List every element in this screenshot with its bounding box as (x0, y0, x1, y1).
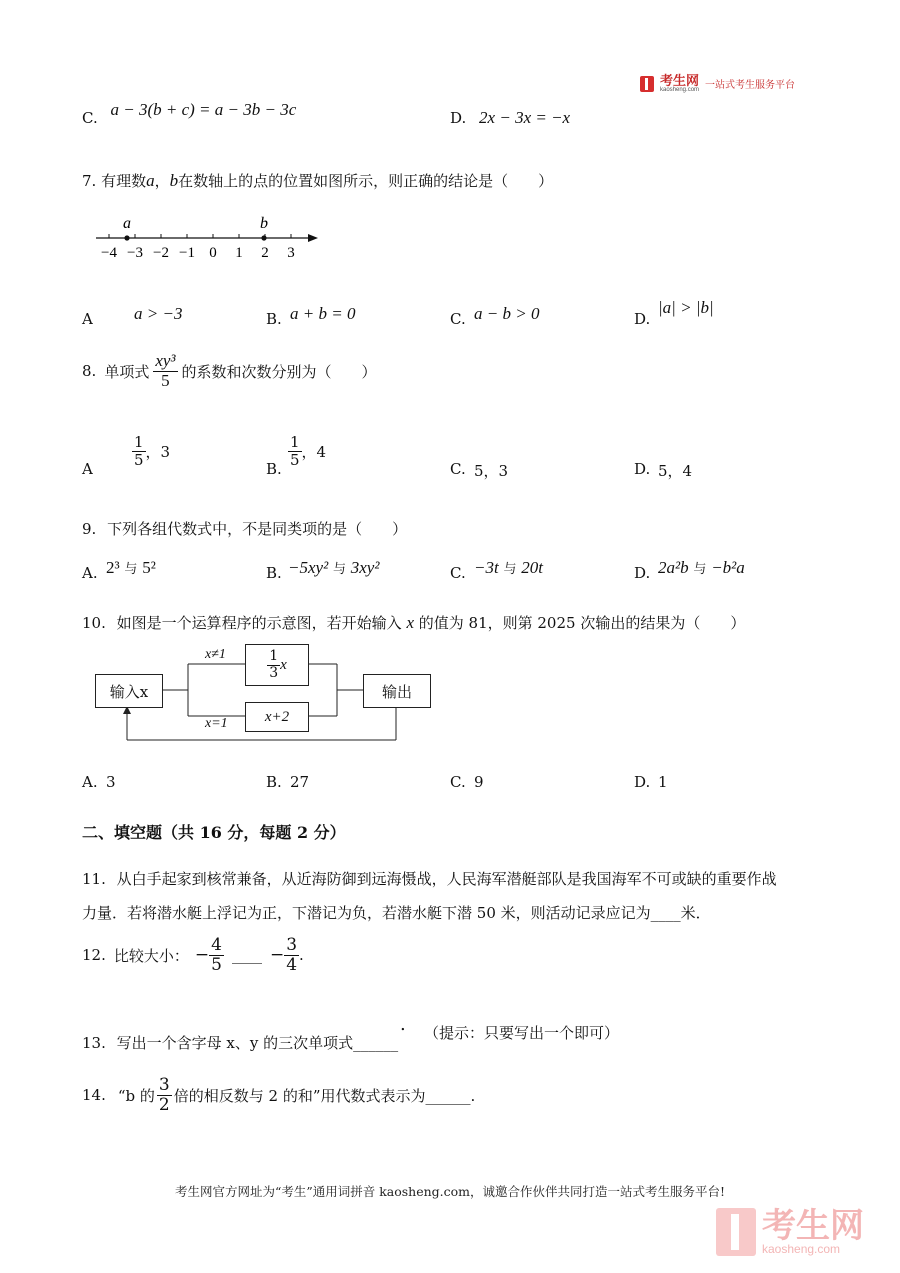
option-b-label: B. (266, 310, 282, 328)
stem-text: 从白手起家到核常兼备，从近海防御到远海慑战，人民海军潜艇部队是我国海军不可或缺的重要作战 (116, 870, 777, 888)
monomial-fraction (153, 352, 177, 390)
watermark-logo-icon (716, 1208, 756, 1256)
fraction-2: $\frac{3}{4}$ (286, 935, 298, 975)
option-expression: 2x − 3x = −x (479, 108, 571, 127)
number-line (90, 208, 330, 268)
stem-text: 的值为 81，则第 2025 次输出的结果为（ ） (418, 614, 746, 632)
option-a-fraction: $\frac{1}{5}$ (134, 433, 144, 469)
watermark-logo (716, 1208, 864, 1256)
axis-tick-label: 3 (287, 245, 295, 261)
stem-text[interactable]: 倍的相反数与 2 的和”用代数式表示为______. (173, 1086, 476, 1105)
axis-tick-label: −3 (127, 245, 143, 261)
q7-stem (82, 170, 553, 191)
question-number: 8. (82, 362, 97, 381)
page-footer: 考生网官方网址为“考生”通用词拼音 kaosheng.com，诚邀合作伙伴共同打造一站式考生服务平台! (174, 1184, 726, 1199)
logo-name: 考生网 (660, 73, 700, 88)
option-b-fraction: $\frac{1}{5}$ (290, 433, 300, 469)
question-number: 14. (82, 1086, 106, 1105)
program-flowchart (95, 642, 435, 744)
fraction-denominator: 5 (161, 370, 170, 390)
var-b: b (169, 171, 179, 190)
question-number: 12. (82, 946, 106, 965)
stem-text: 单项式 (104, 362, 150, 381)
option-b-label: B. (266, 460, 282, 478)
option-d-value: 5，4 (658, 462, 693, 480)
option-c-expression: a − b > 0 (474, 304, 540, 323)
stem-text: 有理数 (101, 172, 147, 190)
option-a-label: A. (82, 564, 98, 582)
question-number: 9. (82, 520, 97, 538)
option-c-label: C. (450, 773, 466, 791)
watermark-url: kaosheng.com (762, 1242, 841, 1256)
watermark-name: 考生网 (762, 1207, 864, 1245)
point-a-dot (124, 235, 129, 240)
option-b-value: $\frac{1}{5}$ ，4 (290, 433, 327, 469)
q9-options (82, 558, 822, 584)
option-a-value: 3 (106, 773, 116, 791)
point-b-dot (261, 235, 266, 240)
point-b-label: b (260, 215, 268, 232)
option-d-label: D. (634, 773, 651, 791)
operation-plus-two-box: x+2 (245, 702, 309, 732)
stem-text: 如图是一个运算程序的示意图，若开始输入 (116, 614, 402, 632)
option-d-label: D. (634, 460, 651, 478)
option-a-label: A. (82, 773, 98, 791)
axis-tick-label: −1 (179, 245, 195, 261)
option-a-label: A (82, 310, 93, 328)
option-a-expression: a > −3 (134, 304, 183, 323)
q10-options (82, 773, 822, 795)
end-dot: . (299, 946, 304, 965)
kaosheng-logo-icon (640, 76, 654, 92)
stem-text: 下列各组代数式中，不是同类项的是（ ） (107, 520, 408, 538)
stem-text: 比较大小： (113, 946, 189, 965)
q9-stem (82, 518, 407, 539)
axis-tick-label: 2 (261, 245, 269, 261)
option-b-value: 27 (290, 773, 310, 791)
fraction-2-sign: − (269, 945, 285, 966)
coefficient-fraction: $\frac{3}{2}$ (158, 1075, 170, 1115)
axis-tick-label: 1 (235, 245, 243, 261)
q13-stem (82, 1032, 398, 1053)
stem-text[interactable]: 写出一个含字母 x、y 的三次单项式______ (116, 1034, 399, 1052)
option-c-value: 5，3 (474, 462, 509, 480)
q6-option-c (82, 100, 297, 128)
option-a-value: 2³ 与 5² (106, 558, 156, 577)
q13-hint: （提示：只要写出一个即可） (424, 1024, 620, 1042)
q8-stem (82, 352, 377, 390)
axis-arrow-icon (308, 234, 318, 242)
q13-dot: . (400, 1014, 406, 1035)
option-c-label: C. (450, 460, 466, 478)
operation-third-box: $\frac{1}{3}$ x (245, 644, 309, 686)
q14-stem (82, 1076, 475, 1114)
q11-line-1 (82, 868, 777, 889)
option-label: C. (82, 109, 98, 127)
logo-url: kaosheng.com (660, 87, 700, 93)
question-number: 10. (82, 614, 106, 632)
option-c-value: 9 (474, 773, 484, 791)
fraction-1: $\frac{4}{5}$ (211, 935, 222, 975)
question-number: 13. (82, 1034, 106, 1052)
fraction-1-sign: − (194, 945, 210, 966)
axis-tick-label: 0 (209, 245, 217, 261)
stem-text: 在数轴上的点的位置如图所示，则正确的结论是（ ） (178, 172, 554, 190)
option-b-expression: a + b = 0 (290, 304, 356, 323)
output-box: 输出 (363, 674, 431, 708)
option-b-value: −5xy² 与 3xy² (288, 558, 380, 577)
fraction-numerator: xy³ (155, 351, 176, 370)
option-label: D. (450, 109, 467, 127)
header-slogan: 一站式考生服务平台 (705, 80, 796, 91)
q11-line-2: 力量．若将潜水艇上浮记为正，下潜记为负，若潜水艇下潜 50 米，则活动记录应记为____米． (82, 904, 711, 922)
option-d-value: 2a²b 与 −b²a (658, 558, 745, 577)
question-number: 7. (82, 172, 97, 190)
q8-options (82, 434, 822, 484)
stem-text: 的系数和次数分别为（ ） (181, 362, 377, 381)
q7-options (82, 298, 822, 332)
section-title: 二、填空题（共 16 分，每题 2 分） (82, 823, 346, 842)
condition-not-one: x≠1 (205, 647, 226, 662)
q10-stem (82, 612, 745, 633)
option-b-label: B. (266, 564, 282, 582)
var-x: x (406, 613, 414, 632)
option-d-expression: |a| > |b| (658, 298, 714, 317)
axis-tick-label: −2 (153, 245, 169, 261)
axis-tick-label: −4 (101, 245, 117, 261)
separator: ， (154, 172, 170, 190)
option-c-value: −3t 与 20t (474, 558, 544, 577)
option-d-label: D. (634, 564, 651, 582)
option-expression: a − 3(b + c) = a − 3b − 3c (110, 100, 297, 119)
input-box: 输入x (95, 674, 163, 708)
header-logo (640, 74, 795, 93)
option-a-label: A (82, 460, 93, 478)
q12-stem (82, 936, 304, 974)
question-number: 11. (82, 870, 106, 888)
var-a: a (146, 171, 155, 190)
stem-text: “b 的 (117, 1086, 155, 1105)
option-d-value: 1 (658, 773, 668, 791)
option-d-label: D. (634, 310, 651, 328)
condition-equals-one: x=1 (205, 716, 228, 731)
option-c-label: C. (450, 564, 466, 582)
option-c-label: C. (450, 310, 466, 328)
answer-blank[interactable]: ____ (231, 946, 262, 965)
q6-option-d (450, 108, 570, 128)
option-b-label: B. (266, 773, 282, 791)
option-a-value: $\frac{1}{5}$ ，3 (134, 433, 171, 469)
point-a-label: a (123, 215, 131, 232)
